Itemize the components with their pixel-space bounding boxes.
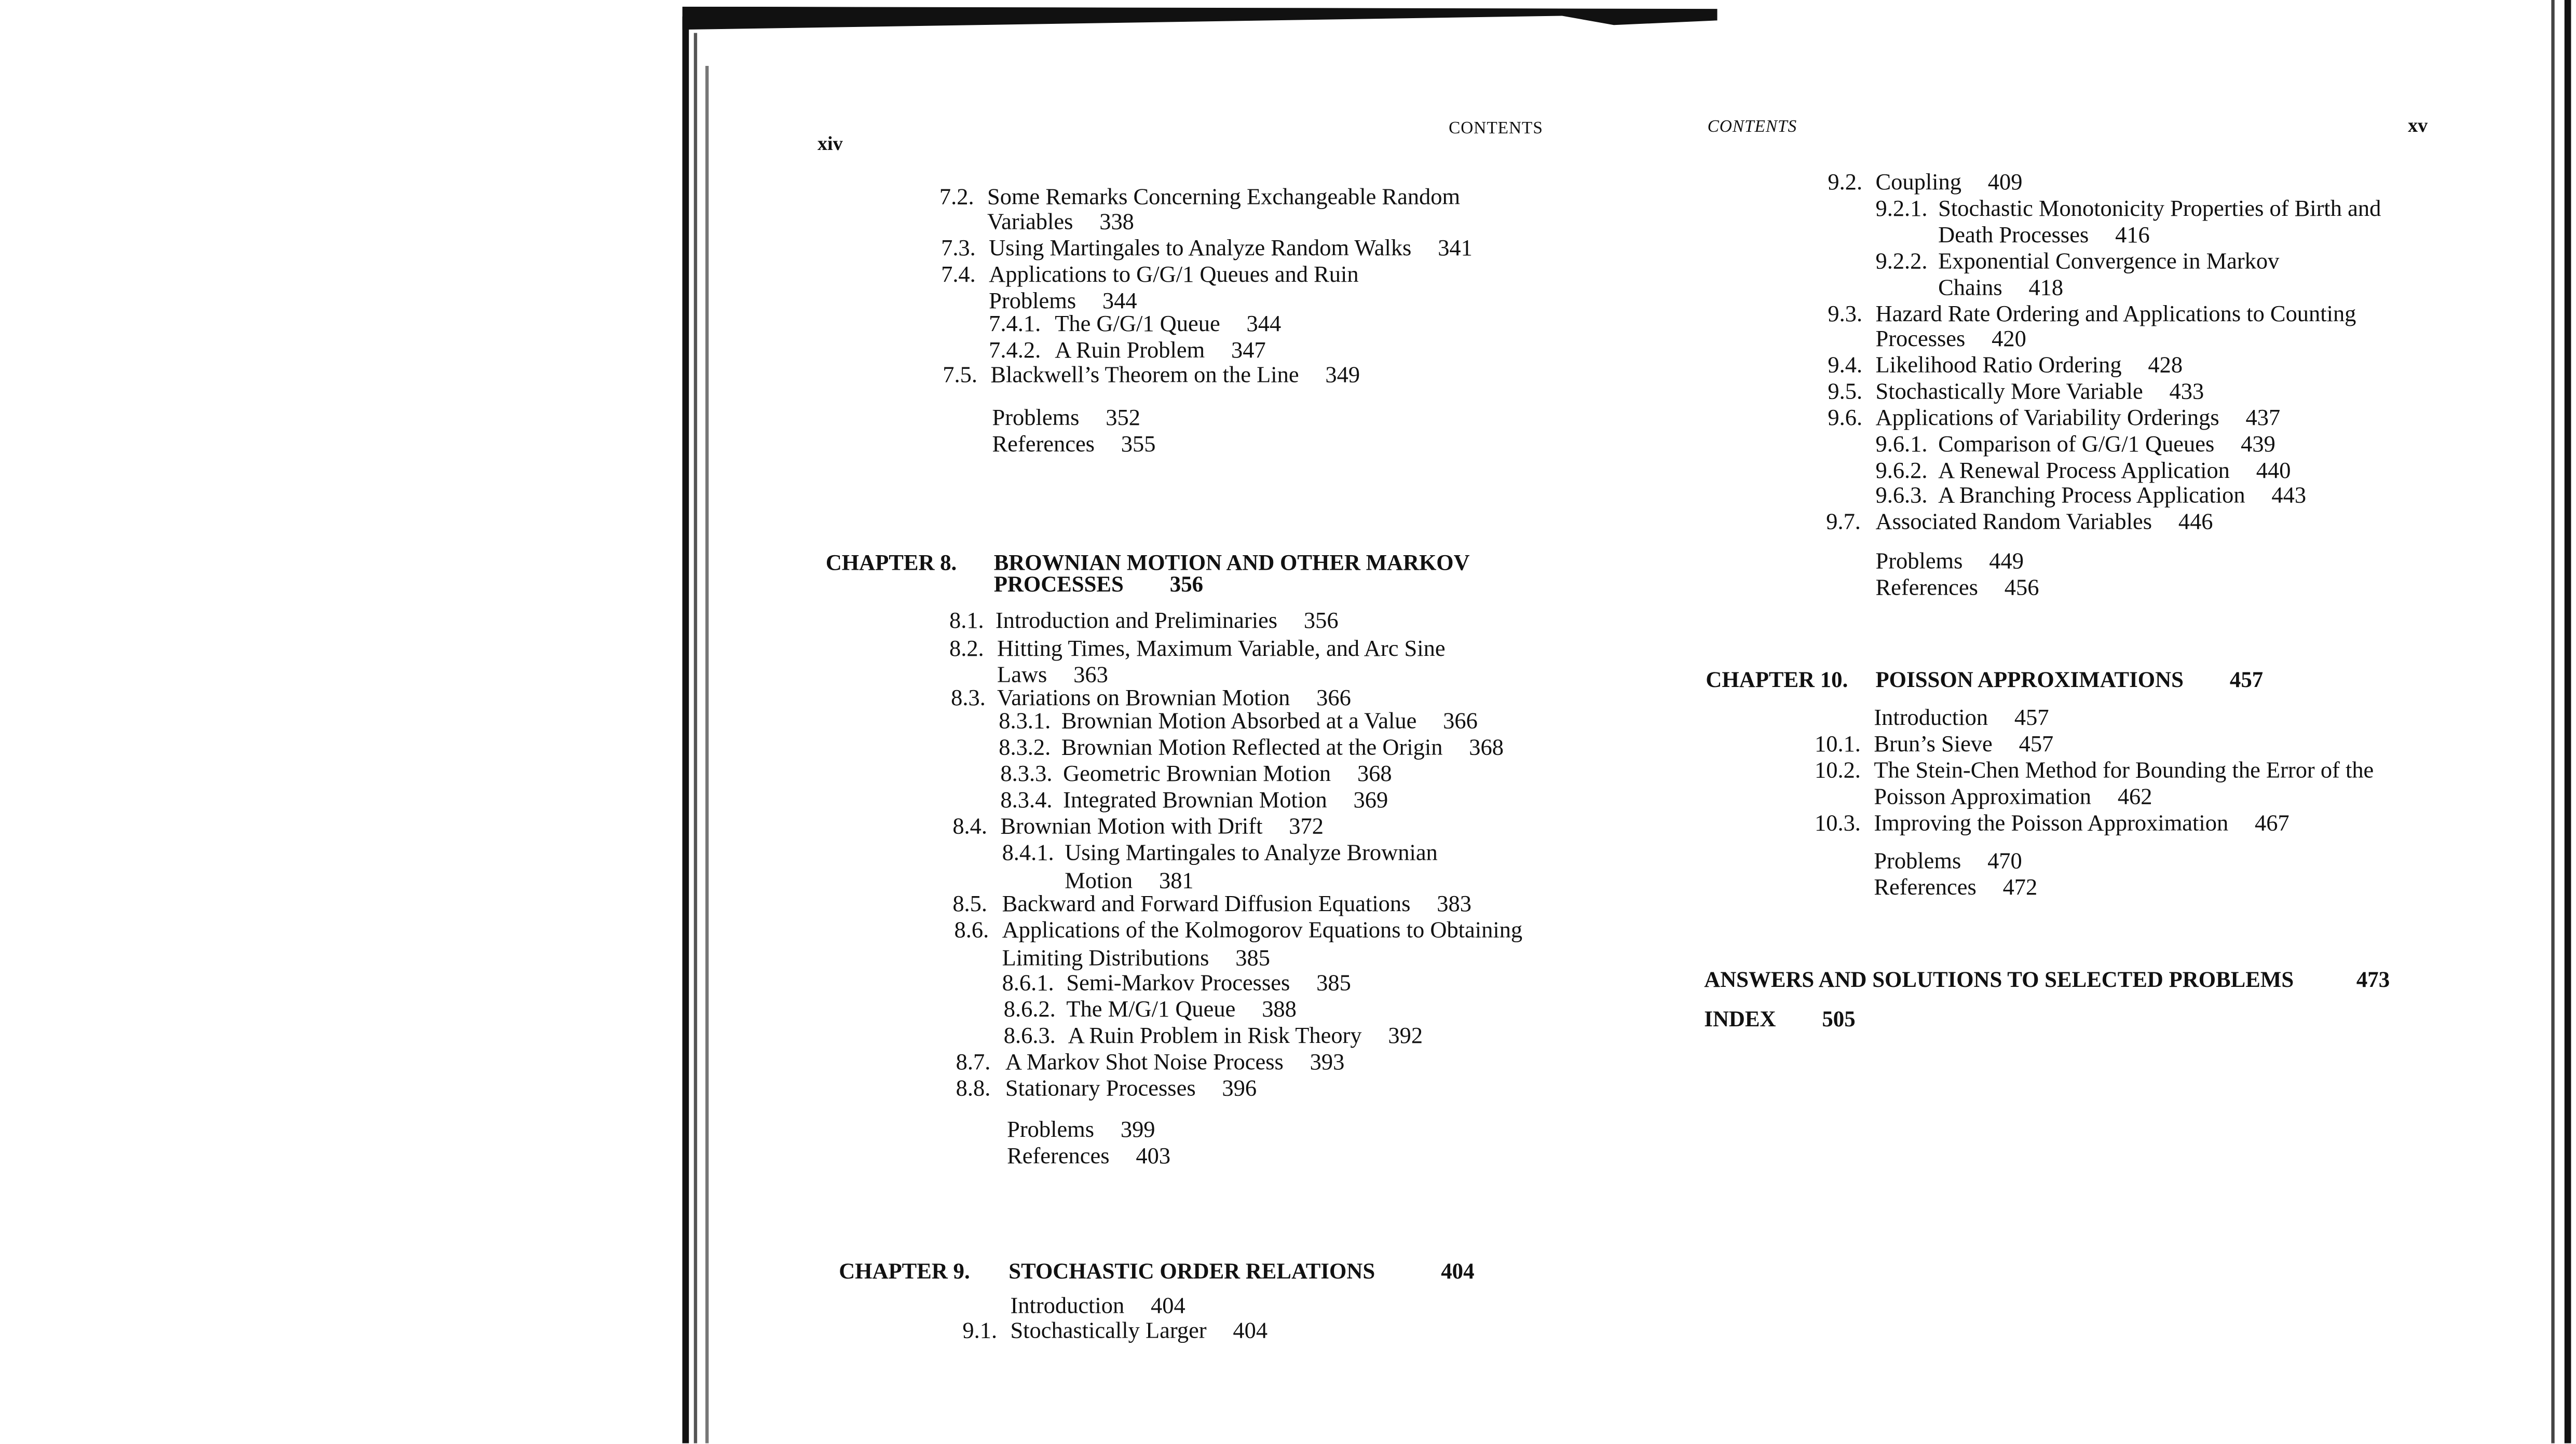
section-number: 8.6.2. <box>1003 998 1056 1023</box>
entry-title: Associated Random Variables <box>1875 511 2152 535</box>
entry-page-number: 439 <box>2241 433 2275 458</box>
entry-title: ANSWERS AND SOLUTIONS TO SELECTED PROBLEMS <box>1704 967 2294 992</box>
entry-title: A Markov Shot Noise Process <box>1005 1051 1284 1076</box>
toc-entry[interactable] <box>1938 483 2306 512</box>
section-number: 10.1. <box>1815 733 1861 758</box>
section-number: 7.3. <box>941 237 976 262</box>
left-running-head: CONTENTS <box>1449 120 1543 139</box>
entry-page-number: 368 <box>1469 736 1504 761</box>
entry-title: A Ruin Problem in Risk Theory <box>1068 1025 1362 1050</box>
scan-left-binding-2 <box>694 33 697 1443</box>
section-number: 8.8. <box>956 1077 991 1103</box>
entry-title: Brownian Motion Reflected at the Origin <box>1061 736 1443 761</box>
entry-title: Variations on Brownian Motion <box>997 687 1290 712</box>
section-number: 8.5. <box>952 893 988 918</box>
toc-entry[interactable] <box>1938 249 2279 278</box>
entry-page-number: 344 <box>1102 290 1137 315</box>
entry-title: Processes <box>1875 327 1966 353</box>
entry-title: A Branching Process Application <box>1938 484 2245 510</box>
entry-page-number: 472 <box>2002 876 2038 901</box>
entry-title: Backward and Forward Diffusion Equations <box>1002 893 1411 918</box>
entry-title: Applications to G/G/1 Queues and Ruin <box>989 264 1359 288</box>
entry-page-number: 363 <box>1073 664 1108 689</box>
entry-title: Death Processes <box>1938 224 2089 249</box>
entry-title: INDEX <box>1704 1007 1776 1032</box>
entry-page-number: 381 <box>1158 870 1194 895</box>
entry-title: Integrated Brownian Motion <box>1063 789 1327 814</box>
entry-title: Improving the Poisson Approximation <box>1874 812 2229 837</box>
section-number: 9.7. <box>1826 511 1861 535</box>
chapter-entry[interactable] <box>1704 1005 1855 1035</box>
entry-title: Comparison of G/G/1 Queues <box>1938 433 2215 458</box>
entry-title: Problems <box>1874 850 1961 875</box>
entry-page-number: 383 <box>1437 893 1471 918</box>
entry-page-number: 505 <box>1822 1007 1856 1032</box>
entry-title: A Renewal Process Application <box>1938 459 2230 485</box>
entry-page-number: 366 <box>1443 710 1478 735</box>
section-number: 10.3. <box>1815 812 1861 837</box>
toc-entry[interactable] <box>1061 735 1504 764</box>
entry-title: The M/G/1 Queue <box>1066 998 1236 1023</box>
entry-page-number: 369 <box>1353 789 1388 814</box>
section-number: 9.5. <box>1828 380 1863 406</box>
entry-page-number: 470 <box>1987 850 2022 875</box>
scan-right-edge-2 <box>2565 0 2571 1443</box>
toc-entry[interactable] <box>1005 1076 1257 1105</box>
entry-page-number: 392 <box>1388 1025 1423 1050</box>
toc-entry[interactable] <box>1007 1117 1155 1147</box>
chapter-label: CHAPTER 9. <box>839 1258 970 1284</box>
toc-entry[interactable] <box>1938 432 2275 461</box>
entry-page-number: 428 <box>2148 354 2183 379</box>
scan-right-edge <box>2551 0 2554 1443</box>
section-number: 7.5. <box>943 364 977 389</box>
entry-title: Applications of Variability Orderings <box>1875 407 2219 432</box>
entry-page-number: 368 <box>1357 763 1392 788</box>
entry-page-number: 473 <box>2356 967 2390 992</box>
entry-page-number: 344 <box>1246 313 1282 338</box>
entry-title: References <box>1007 1145 1110 1170</box>
toc-entry[interactable] <box>992 405 1140 435</box>
section-number: 9.4. <box>1828 354 1863 379</box>
toc-entry[interactable] <box>996 608 1339 638</box>
toc-entry[interactable] <box>1002 918 1523 947</box>
toc-entry[interactable] <box>1938 196 2381 226</box>
entry-page-number: 443 <box>2271 484 2307 510</box>
section-number: 9.6.2. <box>1875 459 1928 485</box>
section-number: 8.4.1. <box>1002 842 1054 867</box>
section-number: 9.6.1. <box>1875 433 1928 458</box>
toc-entry[interactable] <box>992 432 1156 461</box>
section-number: 9.2.1. <box>1875 198 1928 223</box>
entry-title: Brownian Motion Absorbed at a Value <box>1061 710 1417 735</box>
toc-entry[interactable] <box>1875 405 2280 435</box>
scan-top-edge <box>683 7 1718 30</box>
toc-entry[interactable] <box>1874 848 2022 878</box>
entry-title: Hazard Rate Ordering and Applications to Counting <box>1875 303 2356 328</box>
toc-entry[interactable] <box>1875 509 2213 539</box>
entry-title: References <box>1875 576 1978 601</box>
toc-entry[interactable] <box>989 262 1358 292</box>
entry-page-number: 385 <box>1316 972 1351 997</box>
entry-title: Introduction <box>1874 707 1988 732</box>
toc-entry[interactable] <box>1875 353 2183 382</box>
entry-page-number: 356 <box>1169 571 1204 597</box>
entry-title: Brownian Motion with Drift <box>1000 815 1263 841</box>
entry-title: The G/G/1 Queue <box>1055 313 1220 338</box>
entry-page-number: 416 <box>2115 224 2150 249</box>
toc-entry[interactable] <box>1055 311 1281 341</box>
toc-entry[interactable] <box>1875 548 2023 578</box>
toc-entry[interactable] <box>1938 275 2063 305</box>
toc-entry[interactable] <box>1002 891 1471 921</box>
section-number: 9.1. <box>962 1319 998 1345</box>
toc-entry[interactable] <box>1063 788 1388 817</box>
entry-title: STOCHASTIC ORDER RELATIONS <box>1008 1258 1375 1284</box>
entry-title: Applications of the Kolmogorov Equations to Obtaining <box>1002 919 1523 944</box>
chapter-label: CHAPTER 10. <box>1706 667 1848 692</box>
toc-entry[interactable] <box>1875 379 2204 408</box>
toc-entry[interactable] <box>1875 575 2039 604</box>
scan-left-binding-3 <box>705 66 708 1443</box>
section-number: 8.2. <box>949 637 984 663</box>
section-number: 8.3. <box>951 687 986 712</box>
entry-title: Stationary Processes <box>1005 1077 1196 1103</box>
toc-entry[interactable] <box>987 209 1134 239</box>
entry-title: Using Martingales to Analyze Random Walks <box>989 237 1412 262</box>
entry-title: Blackwell’s Theorem on the Line <box>990 364 1299 389</box>
section-number: 7.2. <box>939 186 974 211</box>
entry-page-number: 372 <box>1289 815 1324 841</box>
entry-page-number: 404 <box>1233 1319 1268 1345</box>
section-number: 8.7. <box>956 1051 991 1076</box>
toc-entry[interactable] <box>1066 997 1296 1026</box>
entry-page-number: 403 <box>1136 1145 1171 1170</box>
section-number: 10.2. <box>1815 759 1861 785</box>
entry-page-number: 457 <box>2229 667 2264 692</box>
section-number: 9.2.2. <box>1875 250 1928 276</box>
toc-entry[interactable] <box>989 236 1473 265</box>
toc-entry[interactable] <box>1874 758 2374 788</box>
entry-page-number: 457 <box>2014 707 2049 732</box>
entry-page-number: 388 <box>1262 998 1297 1023</box>
entry-page-number: 433 <box>2169 380 2204 406</box>
entry-page-number: 349 <box>1325 364 1360 389</box>
entry-title: Motion <box>1065 870 1133 895</box>
entry-title: The Stein-Chen Method for Bounding the Error of the <box>1874 759 2374 785</box>
entry-page-number: 352 <box>1106 407 1140 432</box>
entry-title: Using Martingales to Analyze Brownian <box>1065 842 1438 867</box>
entry-page-number: 404 <box>1441 1258 1475 1284</box>
section-number: 8.3.4. <box>1000 789 1053 814</box>
toc-entry[interactable] <box>1000 814 1324 844</box>
entry-page-number: 440 <box>2256 459 2291 485</box>
entry-page-number: 399 <box>1120 1119 1155 1144</box>
toc-entry[interactable] <box>1065 840 1438 870</box>
section-number: 8.6. <box>954 919 989 944</box>
entry-page-number: 449 <box>1989 550 2024 575</box>
entry-title: Chains <box>1938 277 2002 302</box>
entry-page-number: 396 <box>1222 1077 1257 1103</box>
toc-entry[interactable] <box>1066 970 1351 1000</box>
entry-page-number: 462 <box>2117 786 2152 811</box>
entry-page-number: 393 <box>1310 1051 1345 1076</box>
entry-title: Brun’s Sieve <box>1874 733 1993 758</box>
section-number: 8.1. <box>949 609 984 635</box>
entry-page-number: 355 <box>1121 433 1156 458</box>
section-number: 8.3.1. <box>999 710 1051 735</box>
toc-entry[interactable] <box>1007 1144 1170 1173</box>
entry-page-number: 418 <box>2028 277 2064 302</box>
entry-title: POISSON APPROXIMATIONS <box>1875 667 2184 692</box>
toc-entry[interactable] <box>1874 705 2049 735</box>
toc-entry[interactable] <box>1874 732 2053 761</box>
entry-title: Stochastic Monotonicity Properties of Birth and <box>1938 198 2381 223</box>
entry-page-number: 356 <box>1303 609 1339 635</box>
entry-title: Exponential Convergence in Markov <box>1938 250 2280 276</box>
chapter-label: CHAPTER 8. <box>825 550 957 575</box>
section-number: 7.4.2. <box>989 339 1041 364</box>
entry-title: Coupling <box>1875 171 1962 196</box>
toc-entry[interactable] <box>1063 761 1392 791</box>
entry-title: Stochastically More Variable <box>1875 380 2143 406</box>
entry-title: Problems <box>1007 1119 1095 1144</box>
toc-entry[interactable] <box>1874 875 2037 904</box>
section-number: 8.3.2. <box>999 736 1051 761</box>
toc-entry[interactable] <box>997 636 1446 666</box>
toc-entry[interactable] <box>1068 1023 1423 1053</box>
section-number: 8.4. <box>952 815 988 841</box>
entry-page-number: 467 <box>2255 812 2289 837</box>
entry-title: Laws <box>997 664 1047 689</box>
entry-title: References <box>992 433 1095 458</box>
entry-title: Likelihood Ratio Ordering <box>1875 354 2122 379</box>
section-number: 9.6.3. <box>1875 484 1928 510</box>
section-number: 8.3.3. <box>1000 763 1053 788</box>
entry-title: BROWNIAN MOTION AND OTHER MARKOV <box>993 550 1470 575</box>
entry-title: Problems <box>992 407 1080 432</box>
entry-title: Variables <box>987 211 1073 236</box>
section-number: 9.2. <box>1828 171 1863 196</box>
entry-page-number: 338 <box>1099 211 1134 236</box>
chapter-entry[interactable] <box>1704 966 2390 995</box>
right-running-head: CONTENTS <box>1707 118 1797 137</box>
entry-page-number: 456 <box>2004 576 2039 601</box>
right-page-number: xv <box>2408 114 2428 137</box>
entry-page-number: 437 <box>2245 407 2281 432</box>
entry-title: Limiting Distributions <box>1002 947 1209 972</box>
entry-title: Semi-Markov Processes <box>1066 972 1290 997</box>
entry-title: A Ruin Problem <box>1055 339 1205 364</box>
toc-entry[interactable] <box>1875 326 2026 356</box>
entry-page-number: 420 <box>1992 327 2026 353</box>
entry-title: PROCESSES <box>993 571 1124 597</box>
entry-title: Introduction <box>1010 1295 1125 1320</box>
entry-page-number: 457 <box>2019 733 2054 758</box>
toc-entry[interactable] <box>1005 1050 1344 1079</box>
entry-page-number: 446 <box>2178 511 2213 535</box>
section-number: 8.6.3. <box>1003 1025 1056 1050</box>
entry-title: Problems <box>1875 550 1963 575</box>
entry-title: Poisson Approximation <box>1874 786 2092 811</box>
section-number: 7.4. <box>941 264 976 288</box>
entry-page-number: 366 <box>1316 687 1351 712</box>
left-page-number: xiv <box>817 132 843 155</box>
chapter-entry[interactable] <box>994 570 1203 600</box>
entry-title: Problems <box>989 290 1076 315</box>
entry-page-number: 409 <box>1987 171 2023 196</box>
toc-entry[interactable] <box>1938 223 2150 252</box>
entry-title: References <box>1874 876 1977 901</box>
chapter-entry[interactable] <box>1875 666 2263 695</box>
entry-title: Some Remarks Concerning Exchangeable Random <box>987 186 1461 211</box>
scan-left-binding <box>683 17 689 1443</box>
chapter-entry[interactable] <box>1008 1257 1474 1287</box>
toc-entry[interactable] <box>1061 708 1478 738</box>
toc-entry[interactable] <box>1010 1318 1267 1347</box>
section-number: 8.6.1. <box>1002 972 1054 997</box>
entry-title: Stochastically Larger <box>1010 1319 1207 1345</box>
entry-title: Geometric Brownian Motion <box>1063 763 1331 788</box>
entry-title: Hitting Times, Maximum Variable, and Arc Sine <box>997 637 1446 663</box>
entry-page-number: 385 <box>1235 947 1270 972</box>
entry-page-number: 404 <box>1151 1295 1185 1320</box>
toc-entry[interactable] <box>1874 784 2152 814</box>
toc-entry[interactable] <box>1874 810 2289 840</box>
entry-title: Introduction and Preliminaries <box>995 609 1278 635</box>
toc-entry[interactable] <box>990 363 1360 392</box>
section-number: 7.4.1. <box>989 313 1041 338</box>
entry-page-number: 341 <box>1438 237 1473 262</box>
entry-page-number: 347 <box>1231 339 1266 364</box>
section-number: 9.3. <box>1828 303 1863 328</box>
section-number: 9.6. <box>1828 407 1863 432</box>
toc-entry[interactable] <box>1875 170 2022 199</box>
